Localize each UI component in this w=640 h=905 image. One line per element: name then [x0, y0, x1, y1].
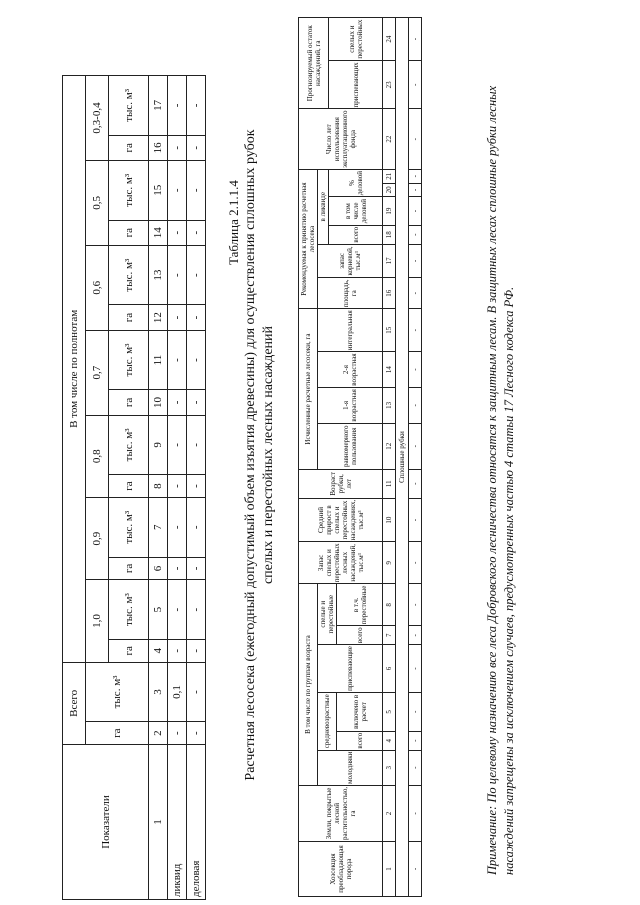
col-number: 1 — [383, 842, 396, 897]
pct-header: % деловой — [329, 169, 383, 196]
col-number: 9 — [149, 415, 168, 475]
ha-header: га — [109, 557, 149, 580]
col-number: 13 — [383, 387, 396, 423]
liq-incl-header: в том числе деловой — [329, 197, 383, 226]
cell: - — [409, 692, 422, 731]
table-title-line: спелых и перестойных лесных насаждений — [261, 325, 276, 585]
cell: - — [168, 160, 187, 220]
cell: - — [187, 415, 206, 475]
cell: - — [187, 245, 206, 305]
row-label: ликвид — [168, 745, 187, 900]
vol-header: тыс. м³ — [109, 497, 149, 557]
ripening-header: приспевающие — [318, 645, 383, 693]
cell: - — [409, 731, 422, 750]
col-number: 7 — [383, 626, 396, 645]
cell: - — [168, 135, 187, 160]
density-group-header: 0,5 — [86, 160, 109, 245]
cell: - — [409, 61, 422, 109]
cell: - — [409, 645, 422, 693]
cell: - — [187, 722, 206, 745]
cell: - — [187, 497, 206, 557]
middle-all-header: всего — [337, 731, 383, 750]
calc-header: Исчисленные расчетные лесосеки, га — [299, 309, 318, 470]
cell: - — [409, 498, 422, 542]
cell: - — [168, 390, 187, 415]
allowable-cut-table — [298, 17, 422, 897]
total-vol-header: тыс. м³ — [86, 662, 149, 722]
cell: - — [409, 109, 422, 169]
col-number: 1 — [149, 745, 168, 900]
stock-header: Запас спелых и перестойных лесных насаждений, тыс.м³ — [299, 542, 383, 584]
ripe-all-header: всего — [337, 626, 383, 645]
cell: - — [168, 220, 187, 245]
density-group-header: 0,8 — [86, 415, 109, 497]
cell: - — [168, 639, 187, 662]
cell: - — [409, 626, 422, 645]
col-number: 14 — [383, 352, 396, 388]
col-number: 17 — [383, 244, 396, 278]
growth-header: Средний прирост в спелых и перестойных насаждениях, тыс.м³ — [299, 498, 383, 542]
land-header: Земли, покрытые лесной растительностью, га — [299, 785, 383, 841]
forecast-header: Прогнозируемый остаток насаждений, га — [299, 18, 329, 110]
total-ha-header: га — [86, 722, 149, 745]
cell: - — [409, 423, 422, 469]
col-number: 12 — [149, 305, 168, 330]
col-number: 2 — [383, 785, 396, 841]
section-label: Сплошные рубки — [396, 18, 409, 897]
middle-incl-header: включено в расчет — [337, 692, 383, 731]
cell: - — [168, 415, 187, 475]
cell: - — [409, 309, 422, 352]
table-row — [187, 76, 206, 900]
table-row — [409, 18, 422, 897]
cell: - — [409, 183, 422, 197]
cell: - — [409, 542, 422, 584]
col-number: 22 — [383, 109, 396, 169]
density-group-header: 0,3-0,4 — [86, 76, 109, 161]
ha-header: га — [109, 390, 149, 415]
col-number: 23 — [383, 61, 396, 109]
col-number: 16 — [383, 278, 396, 309]
recommended-header: Рекомендуемая к принятию расчетная лесосека — [299, 169, 318, 308]
cell: - — [168, 76, 187, 136]
col-number: 8 — [149, 475, 168, 498]
col-number: 18 — [383, 225, 396, 244]
young-header: молодняки — [318, 750, 383, 785]
forecast-ripe-header: спелых и перестойных — [329, 18, 383, 61]
table-title-line: Расчетная лесосека (ежегодный допустимый объем изъятия древесины) для осуществления сплошных рубок — [243, 129, 258, 781]
cell: - — [168, 245, 187, 305]
col-number: 16 — [149, 135, 168, 160]
cell: - — [409, 842, 422, 897]
col-number: 6 — [383, 645, 396, 693]
col-number: 9 — [383, 542, 396, 584]
age2-header: 2-я возрастная — [318, 352, 383, 388]
col-number: 5 — [383, 692, 396, 731]
cell: - — [409, 225, 422, 244]
liquid-header: в ликвиде — [318, 169, 329, 244]
ha-header: га — [109, 135, 149, 160]
age1-header: 1-я возрастная — [318, 387, 383, 423]
cell: - — [409, 387, 422, 423]
cell: - — [187, 76, 206, 136]
vol-header: тыс. м³ — [109, 330, 149, 390]
footnote: Примечание: По целевому назначению все леса Добровского лесничества относятся к защитным лесам. В защитных лесах сплошные рубки лесных насаждений запрещены за исключением случаев, предусмотренных частью 4 статьи 17 Лесного кодекса РФ. — [485, 85, 516, 875]
cell: - — [409, 785, 422, 841]
cell: - — [409, 750, 422, 785]
cell: - — [409, 169, 422, 183]
cell: 0,1 — [168, 662, 187, 722]
col-number: 5 — [149, 580, 168, 640]
col-number: 11 — [149, 330, 168, 390]
vol-header: тыс. м³ — [109, 415, 149, 475]
cell: - — [187, 305, 206, 330]
cell: - — [187, 330, 206, 390]
col-number: 13 — [149, 245, 168, 305]
farm-header: Хозсекция преобладающая порода — [299, 842, 383, 897]
col-number: 4 — [383, 731, 396, 750]
cell: - — [409, 469, 422, 498]
cell: - — [409, 278, 422, 309]
indicators-header: Показатели — [63, 745, 149, 900]
cell: - — [168, 580, 187, 640]
col-number: 21 — [383, 169, 396, 183]
col-number: 7 — [149, 497, 168, 557]
col-number: 17 — [149, 76, 168, 136]
ha-header: га — [109, 220, 149, 245]
ha-header: га — [109, 305, 149, 330]
cell: - — [187, 475, 206, 498]
col-number: 11 — [383, 469, 396, 498]
cell: - — [168, 305, 187, 330]
age-groups-header: В том числе по группам возраста — [299, 584, 318, 786]
years-header: Число лет использования эксплуатационного фонда — [299, 109, 383, 169]
col-number: 2 — [149, 722, 168, 745]
integral-header: интегральная — [318, 309, 383, 352]
col-number: 14 — [149, 220, 168, 245]
col-number: 15 — [383, 309, 396, 352]
area-header: площадь, га — [318, 278, 383, 309]
cell: - — [187, 639, 206, 662]
col-number: 8 — [383, 584, 396, 626]
age-header: Возраст рубки, лет — [299, 469, 383, 498]
col-number: 10 — [383, 498, 396, 542]
table-number: Таблица 2.1.1.4 — [226, 180, 241, 265]
cell: - — [187, 557, 206, 580]
cell: - — [409, 18, 422, 61]
col-number: 4 — [149, 639, 168, 662]
middle-header: средневозрастные — [318, 692, 337, 750]
vol-header: тыс. м³ — [109, 245, 149, 305]
cell: - — [168, 497, 187, 557]
cell: - — [168, 722, 187, 745]
total-header: Всего — [63, 662, 86, 744]
uniform-header: равномерного пользования — [318, 423, 383, 469]
col-number: 20 — [383, 183, 396, 197]
col-number: 12 — [383, 423, 396, 469]
col-number: 19 — [383, 197, 396, 226]
cell: - — [409, 352, 422, 388]
ripe-header: спелые и перестойные — [318, 584, 337, 645]
cell: - — [187, 220, 206, 245]
col-number: 10 — [149, 390, 168, 415]
cell: - — [409, 584, 422, 626]
col-number: 3 — [149, 662, 168, 722]
col-number: 6 — [149, 557, 168, 580]
cell: - — [168, 557, 187, 580]
cell: - — [168, 475, 187, 498]
table-row — [168, 76, 187, 900]
col-number: 15 — [149, 160, 168, 220]
density-group-header: 0,7 — [86, 330, 109, 415]
ha-header: га — [109, 639, 149, 662]
vol-header: тыс. м³ — [109, 160, 149, 220]
density-group-header: 0,6 — [86, 245, 109, 330]
ripe-incl-header: в т.ч. перестойные — [337, 584, 383, 626]
cell: - — [187, 390, 206, 415]
cell: - — [168, 330, 187, 390]
stock-m-header: запас корневой, тыс.м³ — [318, 244, 383, 278]
col-number: 3 — [383, 750, 396, 785]
density-group-header: 1,0 — [86, 580, 109, 662]
density-table — [62, 75, 206, 900]
density-group-header: 0,9 — [86, 497, 109, 579]
col-number: 24 — [383, 18, 396, 61]
cell: - — [187, 662, 206, 722]
ha-header: га — [109, 475, 149, 498]
row-label: деловая — [187, 745, 206, 900]
table-title — [242, 45, 278, 865]
cell: - — [187, 160, 206, 220]
vol-header: тыс. м³ — [109, 76, 149, 136]
forecast-ripening-header: приспевающих — [329, 61, 383, 109]
cell: - — [187, 580, 206, 640]
cell: - — [409, 197, 422, 226]
vol-header: тыс. м³ — [109, 580, 149, 640]
cell: - — [409, 244, 422, 278]
cell: - — [187, 135, 206, 160]
liq-all-header: всего — [329, 225, 383, 244]
by-density-header: В том числе по полнотам — [63, 76, 86, 663]
